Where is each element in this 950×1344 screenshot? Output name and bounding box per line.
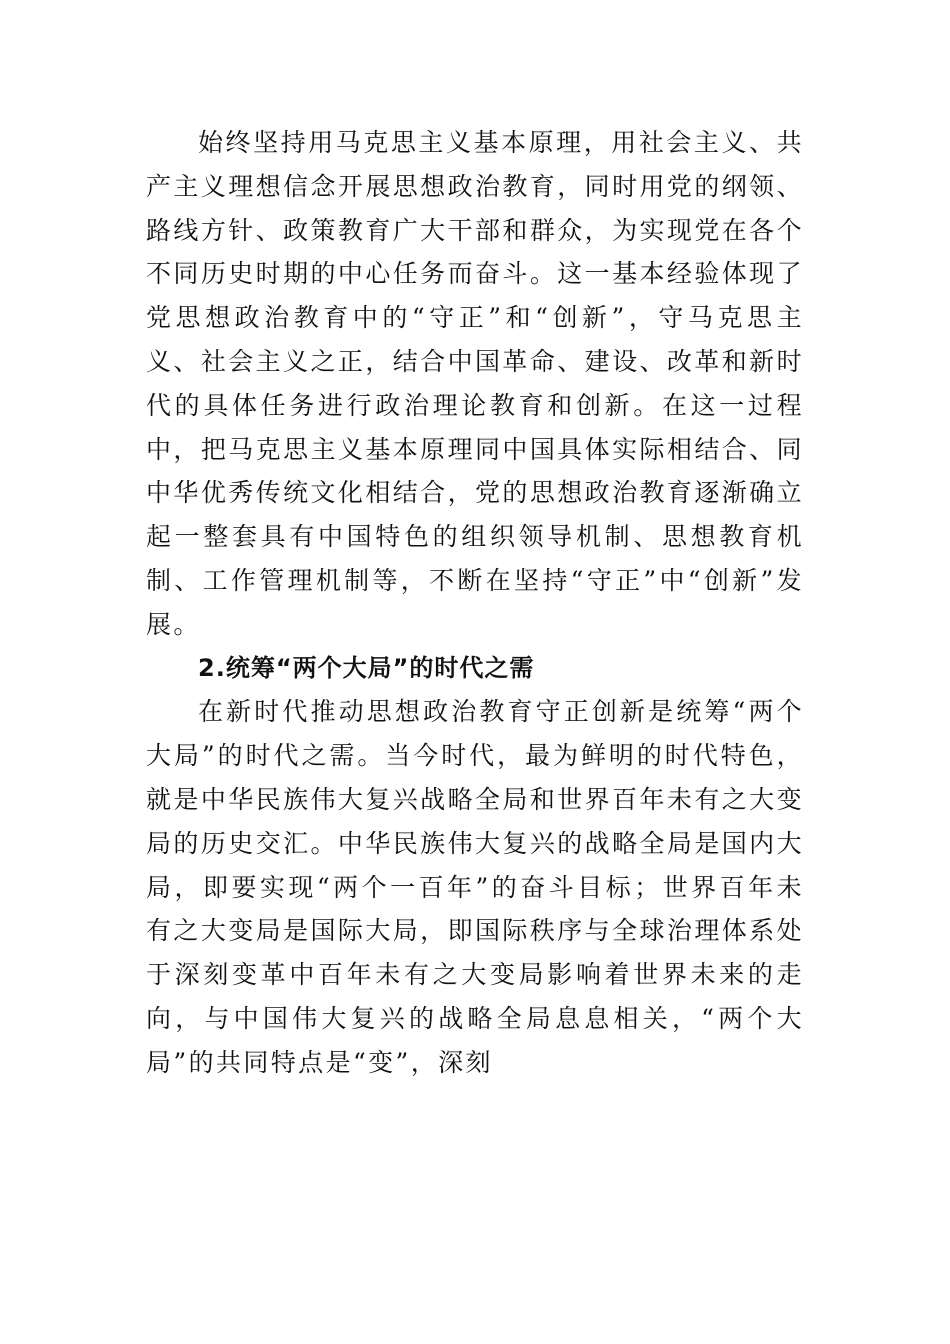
document-body: [146, 121, 804, 1085]
section-heading: 2.统筹“两个大局”的时代之需: [198, 653, 535, 682]
body-paragraph-1: 始终坚持用马克思主义基本原理，用社会主义、共产主义理想信念开展思想政治教育，同时用党的纲领、路线方针、政策教育广大干部和群众，为实现党在各个不同历史时期的中心任务而奋斗。这一基本经验体现了党思想政治教育中的“守正”和“创新”，守马克思主义、社会主义之正，结合中国革命、建设、改革和新时代的具体任务进行政治理论教育和创新。在这一过程中，把马克思主义基本原理同中国具体实际相结合、同中华优秀传统文化相结合，党的思想政治教育逐渐确立起一整套具有中国特色的组织领导机制、思想教育机制、工作管理机制等，不断在坚持“守正”中“创新”发展。: [146, 128, 804, 639]
body-paragraph-2: 在新时代推动思想政治教育守正创新是统筹“两个大局”的时代之需。当今时代，最为鲜明的时代特色，就是中华民族伟大复兴战略全局和世界百年未有之大变局的历史交汇。中华民族伟大复兴的战略全局是国内大局，即要实现“两个一百年”的奋斗目标；世界百年未有之大变局是国际大局，即国际秩序与全球治理体系处于深刻变革中百年未有之大变局影响着世界未来的走向，与中国伟大复兴的战略全局息息相关，“两个大局”的共同特点是“变”，深刻: [146, 697, 804, 1077]
